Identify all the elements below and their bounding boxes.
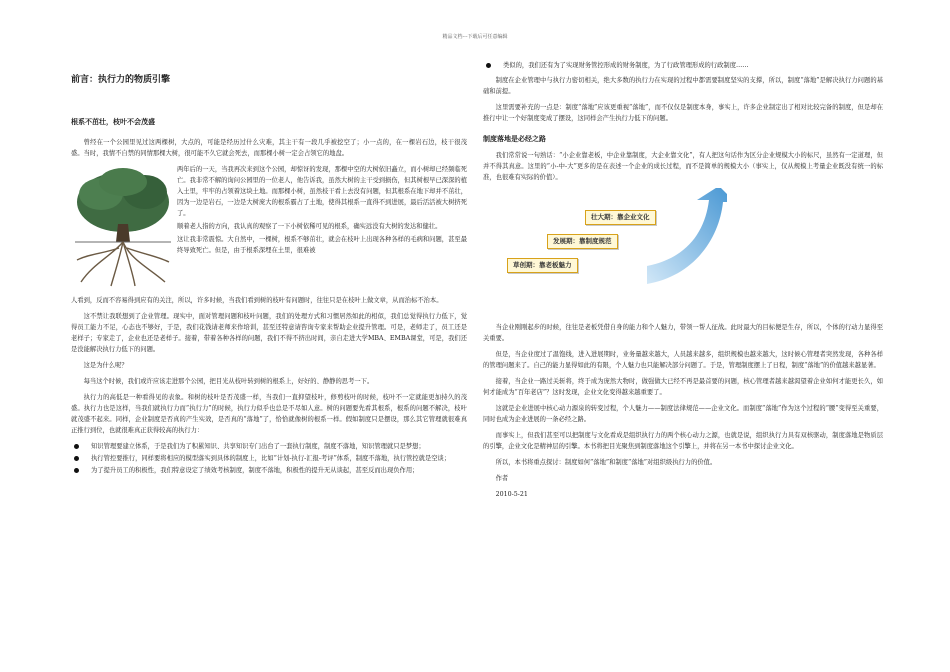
section-heading: 制度落地是必经之路 [483,135,546,143]
paragraph: 这不禁让我联想到了企业管理。现实中，面对管理问题和枝叶问题，我们的处理方式和习惯居然如此的相似，我们总觉得执行力低下，觉得员工能力不足，心态也不够好，于是，我们花钱请老师来作培训，甚至还特意请咨询专家来帮助企业提升管理。可是，老师走了，员工还是老样子；专家走了，企业也还是老样子。接着，带着各种各样的问题，我们不得不挤出时间，亲自走进大学MBA、EMBA课堂，可是，我们还是没能解决执行力低下的问题。 [71,313,467,353]
paragraph: 我们常常说一句熟话：“小企业靠老板，中企业靠制度，大企业靠文化”，有人把这句话作为区分企业规模大小的标尺，虽然有一定道理，但并不得其真意。这里的“小-中-大”更多的是在表述一个企业的成长过程，而不是简单的规模大小（事实上，仅从规模上考量企业既没有统一的标准，也很难有实际的价值）。 [483,152,883,181]
stage-label-growth: 发展期：靠制度规范 [547,234,618,249]
paragraph: 顺着老人指的方向，我认真的观察了一下小树依稀可见的根系，确实远没有大树的发达和健壮。 [177,223,442,230]
paragraph: 所以，本书将重点探讨：制度如何“落地”和制度“落地”对组织级执行力的价值。 [495,459,717,466]
list-item: 类似的，我们还有为了实现财务管控形成的财务制度，为了行政管理形成的行政制度…… [483,60,883,71]
paragraph: 这是为什么呢？ [83,362,128,369]
bullet-icon [74,456,79,461]
list-item: 知识管理要建立体系，于是我们为了积累知识、共享知识专门出台了一套执行制度，制度不落地，知识管理就只是梦想； [71,441,467,452]
paragraph: 但是，当企业度过了温饱线，进入进展期时，业务量越来越大，人员越来越多，组织规模也越来越大，这时候心管理者突然发现，各种各样的管理问题来了。自己的能力显得如此的有限，个人魅力也只能解决部分问题了。于是，管理制度摆上了日程，制度“落地”的价值越来越显著。 [483,351,883,369]
stage-label-startup: 草创期：靠老板魅力 [507,258,578,273]
paragraph: 当企业刚刚起步的时候，往往是老板凭借自身的能力和个人魅力，带领一帮人征战。此时最大的目标便是生存，所以，个体的行动力显得至关重要。 [483,324,883,342]
paragraph: 两年后的一天，当我再次来到这个公园，却惊讶的发现，那棵中空的大树依旧矗立，而小树却已经频临死亡。我非常不解的询问公园里的一位老人，他告诉我，虽然大树的主干受到损伤，但其树根早已深深的植入土里，牢牢的占领着这块土地。而那棵小树，虽然枝干看上去没有问题，但其根系在地下却并不茁壮，因为一边是岩石，一边是大树庞大的根系霸占了土地，使得其根系一直得不到进展，最后活活被大树挤死了。 [177,166,467,217]
paragraph: 而事实上，但我们甚至可以把制度与文化看成是组织执行力的两个核心动力之源，也就是说，组织执行力具有双核驱动，制度落地是物质层的引擎，企业文化是精神层的引擎。本书将把目光聚焦到制度落地这个引擎上，并将在另一本书中探讨企业文化。 [483,432,883,450]
bullet-icon [74,444,79,449]
growth-diagram [497,188,727,316]
tree-side-text [177,164,467,290]
list-item: 执行管控要推行，同样要将相应的模型落实到具体的制度上，比如“计划-执行-汇报-考评”体系，制度不落地，执行管控就是空谈； [71,453,467,464]
paragraph: 制度在企业管理中与执行力密切相关，绝大多数的执行力在实现的过程中都需要制度坚实的支撑，所以，制度“落地”是解决执行力问题的基础和前提。 [483,77,883,95]
right-column [483,60,883,505]
paragraph: 接着，当企业一路过关斩将，终于成为庞然大物时，做强做大已经不再是最首要的问题，核心管理者越来越渴望着企业如何才能更长久，如何才能成为“百年老店”？这时发现，企业文化变得越来越重要了。 [483,378,883,396]
paragraph: 每当这个时候，我们或许应该走进那个公园，把目光从枝叶转到树的根系上，好好的、静静的思考一下。 [83,378,374,385]
author: 作者 [495,475,509,482]
page-header: 精品文档---下载后可任意编辑 [442,34,508,40]
stage-label-mature: 壮大期：靠企业文化 [585,210,656,225]
paragraph: 执行力的高低是一种看得见的表象。和树的枝叶是否茂盛一样，当我们一直抑望枝叶，修剪枝叶的时候，枝叶不一定就能更加持久的茂盛。执行力也是这样，当我们就执行力而“执行力”的时候，执行力似乎也总是不尽如人意。树的问题要先看其根系，根系的问题不解决，枝叶就茂盛不起来。同样，企业制度是否真的产生实效，是否真的“落地”了，恰恰就像树的根系一样。假如制度只是摆设，那么其它管理就很难真正推行到位，也就很难真正获得较高的执行力： [71,394,467,434]
tree-block [71,164,467,290]
paragraph: 这让我非常震惊。大自然中，一棵树，根系不够茁壮，就会在枝叶上出现各种各样的毛病和问题，甚至最终导致死亡。但是，由于根系深埋在土里，很难被 [177,236,467,254]
paragraph: 曾经在一个公园里见过这两棵树，大点的，可能是经历过什么灾难，其主干有一段几乎被挖空了；小一点的，在一棵岩石边，枝干很茂盛。当时，我情不自禁的同情那棵大树，很可能不久它就会死去，而那棵小树一定会占领它的地盘。 [71,139,467,157]
paragraph: 人看到，反而不容易得到应有的关注，所以，许多时候，当我们看到树的枝叶有问题时，往往只是在枝叶上做文章，从而治标不治本。 [71,297,443,304]
date: 2010-5-21 [495,491,528,498]
list-item: 为了提升员工的积极性，我们特意设定了绩效考核制度，制度不落地，积极性的提升无从谈起，甚至反而出现负作用； [71,465,467,476]
growth-arrow-icon [497,188,727,316]
bullet-list [71,441,467,476]
bullet-list [483,60,883,71]
bullet-icon [486,63,491,68]
paragraph: 这就是企业进展中核心动力源泉的转变过程，个人魅力——制度法律规范——企业文化。而制度“落地”作为这个过程的“腰”变得至关重要，同时也成为企业进展的一条必经之路。 [483,405,883,423]
subtitle: 根系不茁壮，枝叶不会茂盛 [71,118,155,126]
tree-illustration [71,164,175,290]
bullet-icon [74,468,79,473]
page-title: 前言：执行力的物质引擎 [71,75,171,85]
left-column [71,60,467,480]
paragraph: 这里需要补充的一点是：制度“落地”应该更重视“落地”，而不仅仅是制度本身，事实上，许多企业制定出了相对比较完备的制度，但是却在推行中让一个好制度变成了摆设，这同样会产生执行力低下的问题。 [483,104,883,122]
